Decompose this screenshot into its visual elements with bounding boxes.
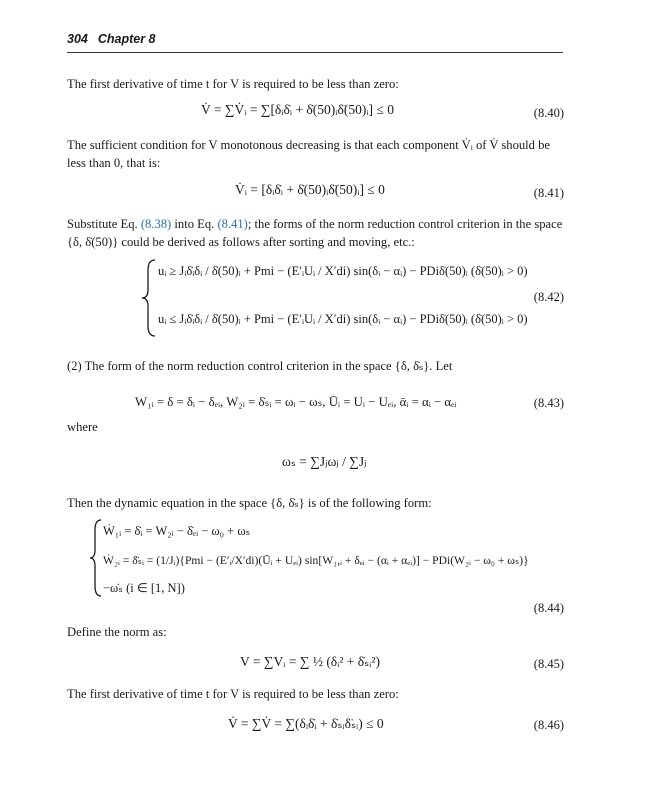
eq-ref-8-41[interactable]: (8.41) <box>217 217 248 231</box>
where-text: where <box>67 420 98 434</box>
page-number: 304 <box>67 32 88 46</box>
paragraph-3-post: ; the forms of the norm reduction control criterion in the space {δ, δ̇(50)} could be derived as follows after sorting and moving, etc.: <box>67 217 563 249</box>
equation-8-41-body: V̇ᵢ = [δᵢδ̇ᵢ + δ̇(50)ᵢδ̈(50)ᵢ] ≤ 0 <box>235 182 385 197</box>
paragraph-2: The sufficient condition for V monotonous decreasing is that each component V̇ᵢ of V̇ should be less than 0, that is: <box>67 138 550 170</box>
equation-8-46-label: (8.46) <box>533 718 564 732</box>
equation-8-42-label: (8.42) <box>533 290 564 304</box>
page-header <box>67 30 563 53</box>
equation-8-40-label: (8.40) <box>533 106 564 120</box>
paragraph-4: (2) The form of the norm reduction control criterion in the space {δ, δ̇ₛ}. Let <box>67 359 453 373</box>
equation-8-43-label: (8.43) <box>533 396 564 410</box>
paragraph-3-pre: Substitute Eq. <box>67 217 141 231</box>
eq-ref-8-38[interactable]: (8.38) <box>140 217 172 231</box>
equation-8-42-line-1: uᵢ ≥ Jᵢδ̇ᵢδᵢ / δ̇(50)ᵢ + Pmi − (E′ᵢUᵢ / X′di) sin(δᵢ − αᵢ) − PDiδ̇(50)ᵢ (δ̇(50)ᵢ > 0) <box>158 264 528 278</box>
equation-8-45-body: V = ∑Vᵢ = ∑ ½ (δᵢ² + δ̇ₛᵢ²) <box>240 654 380 669</box>
paragraph-3-mid: into Eq. <box>171 217 218 231</box>
left-brace-8-44 <box>88 518 104 598</box>
chapter-title: Chapter 8 <box>97 32 156 46</box>
paragraph-6: Define the norm as: <box>67 625 167 639</box>
equation-8-44-line-1: Ẇ₁ᵢ = δ̇ᵢ = W₂ᵢ − δ̇ₑᵢ − ω₀ + ωₛ <box>103 524 251 538</box>
equation-8-40 <box>67 100 564 128</box>
paragraph-7: The first derivative of time t for V is required to be less than zero: <box>67 687 399 701</box>
equation-8-44-line-2: Ẇ₂ᵢ = δ̈ₛᵢ = (1/Jᵢ){Pmi − (E′ᵢ/X′di)(Ūᵢ + Uₑᵢ) sin[W₁,ᵢ + δₑᵢ − (αᵢ + αₑᵢ)] − PDi(W₂ᵢ − ω₀ + ωₛ)} <box>103 554 529 567</box>
paragraph-1: The first derivative of time t for V is required to be less than zero: <box>67 77 399 91</box>
paragraph-3 <box>67 215 564 251</box>
equation-8-43-body: W₁ᵢ = δ = δᵢ − δₑᵢ, W₂ᵢ = δ̇ₛᵢ = ωᵢ − ωₛ, Ūᵢ = Uᵢ − Uₑᵢ, ᾱᵢ = αᵢ − αₑᵢ <box>135 395 457 409</box>
equation-8-41 <box>67 178 564 206</box>
equation-8-42-line-2: uᵢ ≤ Jᵢδ̇ᵢδᵢ / δ̇(50)ᵢ + Pmi − (E′ᵢUᵢ / X′di) sin(δᵢ − αᵢ) − PDiδ̇(50)ᵢ (δ̇(50)ᵢ > 0) <box>158 312 528 326</box>
equation-8-44-label: (8.44) <box>533 601 564 615</box>
equation-8-46-body: V̇ = ∑V̇ = ∑(δᵢδ̇ᵢ + δ̇ₛᵢδ̈ₛᵢ) ≤ 0 <box>228 716 384 731</box>
equation-8-45-label: (8.45) <box>533 657 564 671</box>
equation-8-41-label: (8.41) <box>533 186 564 200</box>
equation-omega-s: ωₛ = ∑Jⱼωⱼ / ∑Jⱼ <box>282 454 367 469</box>
paragraph-5: Then the dynamic equation in the space {δ, δ̇ₛ} is of the following form: <box>67 496 432 510</box>
left-brace-8-42 <box>140 258 160 338</box>
equation-8-40-body: V̇ = ∑V̇ᵢ = ∑[δᵢδ̇ᵢ + δ̇(50)ᵢδ̈(50)ᵢ] ≤ 0 <box>201 102 394 117</box>
equation-8-44-line-3: −ω̇ₛ (i ∈ [1, N]) <box>103 581 185 595</box>
